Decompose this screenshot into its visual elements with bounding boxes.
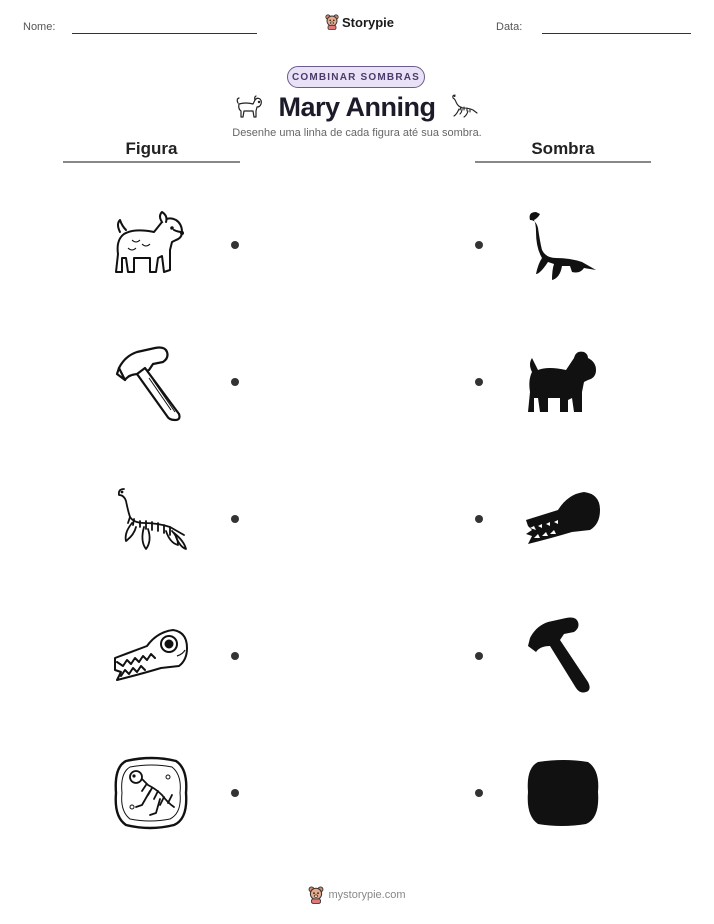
ichthyosaur-skull-icon <box>111 626 191 686</box>
date-line[interactable] <box>542 33 691 34</box>
bear-mascot-icon <box>308 886 324 904</box>
small-plesiosaur-icon <box>449 92 479 120</box>
footer <box>0 886 714 904</box>
instructions: Desenhe uma linha de cada figura até sua sombra. <box>232 127 482 139</box>
plesiosaur-silhouette-icon <box>526 208 598 282</box>
date-label: Data: <box>496 21 523 33</box>
figure-dot-1[interactable] <box>231 241 239 249</box>
shadow-column-heading: Sombra <box>531 139 595 158</box>
dog-silhouette-icon <box>526 348 598 416</box>
brand-name: Storypie <box>342 14 395 30</box>
stone-silhouette-icon <box>526 758 600 828</box>
shadow-dot-2[interactable] <box>475 378 483 386</box>
brand-logo <box>325 14 394 30</box>
shadow-dot-3[interactable] <box>475 515 483 523</box>
shadow-dot-5[interactable] <box>475 789 483 797</box>
figure-column-rule <box>63 161 240 163</box>
activity-badge: COMBINAR SOMBRAS <box>287 66 425 88</box>
figure-dot-2[interactable] <box>231 378 239 386</box>
shadow-dot-1[interactable] <box>475 241 483 249</box>
plesiosaur-skeleton-icon <box>114 483 188 555</box>
figure-dot-4[interactable] <box>231 652 239 660</box>
skull-silhouette-icon <box>524 490 602 548</box>
worksheet-title: Mary Anning <box>278 92 436 122</box>
bear-mascot-icon <box>325 14 339 30</box>
name-line[interactable] <box>72 33 257 34</box>
shadow-column-rule <box>475 161 651 163</box>
hammer-silhouette-icon <box>526 616 598 694</box>
name-label: Nome: <box>23 21 56 33</box>
fossil-stone-icon <box>112 755 190 831</box>
shadow-dot-4[interactable] <box>475 652 483 660</box>
dog-icon <box>112 210 190 280</box>
hammer-icon <box>115 344 189 422</box>
figure-dot-5[interactable] <box>231 789 239 797</box>
footer-site[interactable]: mystorypie.com <box>328 889 406 901</box>
figure-column-heading: Figura <box>125 139 178 158</box>
figure-dot-3[interactable] <box>231 515 239 523</box>
